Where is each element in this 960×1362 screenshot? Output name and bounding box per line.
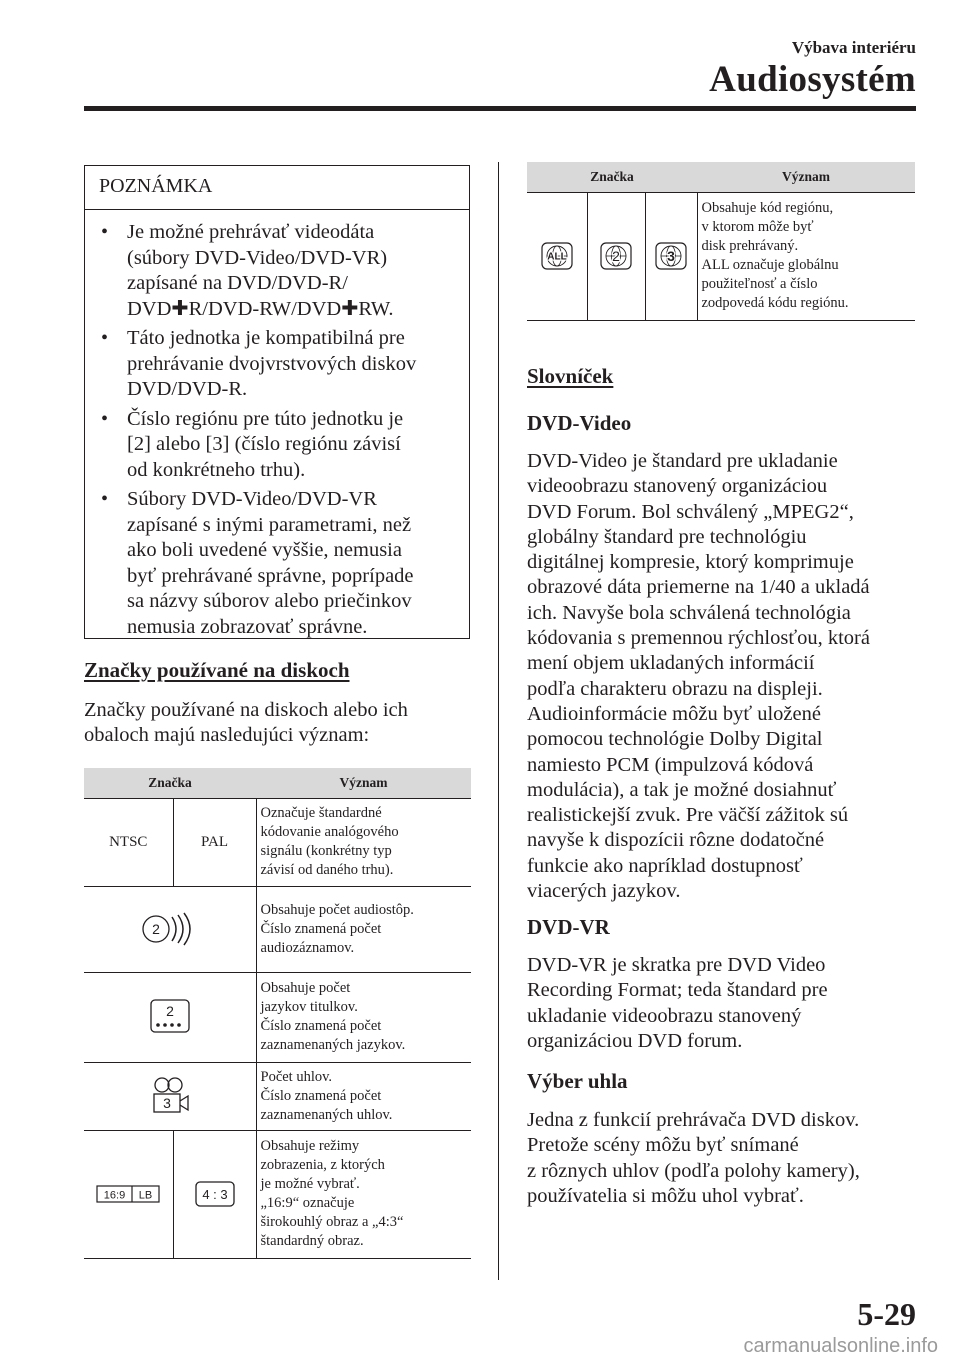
disc-marks-heading: Značky používané na diskoch xyxy=(84,658,350,682)
text-line: sa názvy súborov alebo priečinkov xyxy=(127,590,412,612)
text-line: Je možné prehrávať videodáta xyxy=(127,221,375,243)
camera-angles-icon xyxy=(84,1062,256,1130)
text-line: používatelia si môžu uhol vybrať. xyxy=(527,1184,804,1207)
text-line: ako boli uvedené vyššie, nemusia xyxy=(127,539,402,561)
region-all-icon xyxy=(527,192,587,320)
text-line: Audioinformácie môžu byť uložené xyxy=(527,702,821,725)
note-item xyxy=(99,407,461,484)
text-line: DVD-Video je štandard pre ukladanie xyxy=(527,450,838,472)
table-row xyxy=(84,1062,471,1130)
page-number: 5-29 xyxy=(857,1296,916,1332)
text-line: byť prehrávané správne, poprípade xyxy=(127,564,414,587)
text-line: realistickejší zvuk. Pre väčší zážitok sú xyxy=(527,804,849,827)
svg-text:3: 3 xyxy=(667,248,675,264)
text-line: kódovania s premennou rýchlosťou, ktorá xyxy=(527,627,870,650)
row-description xyxy=(256,972,471,1062)
table-row xyxy=(84,1130,471,1258)
region-code-table xyxy=(527,162,915,321)
text-line: „16:9“ označuje xyxy=(260,1195,355,1211)
text-line: digitálnej kompresie, ktorý komprimuje xyxy=(527,551,854,574)
text-line: Číslo regiónu pre túto jednotku je xyxy=(127,407,404,430)
text-line: DVD✚R/DVD-RW/DVD✚RW. xyxy=(127,297,394,320)
glossary-heading: Slovníček xyxy=(527,364,614,388)
text-line: funkcie ako napríklad dostupnosť xyxy=(527,854,803,877)
disc-marks-intro xyxy=(84,698,484,749)
text-line: audiozáznamov. xyxy=(260,939,355,956)
definition-angle-selection xyxy=(527,1108,927,1209)
note-item xyxy=(99,487,461,640)
col-header-meaning: Význam xyxy=(697,162,915,192)
text-line: videoobrazu stanovený organizáciou xyxy=(527,475,828,498)
note-heading: POZNÁMKA xyxy=(85,166,469,210)
text-line: podľa charakteru obrazu na displeji. xyxy=(527,677,823,700)
text-line: obrazové dáta priemerne na 1/40 a ukladá xyxy=(527,576,870,599)
region-3-icon xyxy=(645,192,697,320)
text-line: závisí od daného trhu). xyxy=(260,862,394,878)
text-line: Pretože scény môžu byť snímané xyxy=(527,1134,799,1157)
term-angle-selection: Výber uhla xyxy=(527,1069,628,1093)
text-line: navyše k dispozícii rôzne dodatočné xyxy=(527,829,825,852)
text-line: mení objem ukladaných informácií xyxy=(527,652,815,675)
svg-text:ALL: ALL xyxy=(547,251,567,263)
text-line: zapísané na DVD/DVD-R/ xyxy=(127,272,348,294)
watermark: carmanualsonline.info xyxy=(743,1335,938,1357)
svg-text:2: 2 xyxy=(165,1003,174,1019)
table-row xyxy=(84,886,471,972)
text-line: štandardný obraz. xyxy=(260,1233,364,1249)
text-line: jazykov titulkov. xyxy=(260,999,358,1015)
mark-pal: PAL xyxy=(173,798,256,886)
disc-marks-table xyxy=(84,768,471,1259)
text-line: nemusia zobrazovať správne. xyxy=(127,615,368,638)
row-description xyxy=(697,192,915,320)
text-line: Číslo znamená počet xyxy=(260,1087,382,1104)
bullet-icon: • xyxy=(101,327,109,349)
text-line: [2] alebo [3] (číslo regiónu závisí xyxy=(127,433,401,455)
text-line: DVD/DVD-R. xyxy=(127,378,248,400)
text-line: prehrávanie dvojvrstvových diskov xyxy=(127,352,417,375)
text-line: modulácia), a tak je možné dosiahnuť xyxy=(527,778,837,801)
page-title: Audiosystém xyxy=(709,59,916,100)
header-rule xyxy=(84,106,916,111)
svg-text:3: 3 xyxy=(162,1095,171,1111)
section-label: Výbava interiéru xyxy=(791,38,916,57)
svg-text:LB: LB xyxy=(139,1189,153,1202)
text-line: Recording Format; teda štandard pre xyxy=(527,979,828,1002)
text-line: DVD Forum. Bol schválený „MPEG2“, xyxy=(527,500,854,523)
text-line: zaznamenaných uhlov. xyxy=(260,1106,393,1123)
text-line: organizáciou DVD forum. xyxy=(527,1029,743,1052)
text-line: kódovanie analógového xyxy=(260,824,399,840)
audio-tracks-icon xyxy=(84,886,256,972)
col-header-mark: Značka xyxy=(84,768,256,798)
note-box xyxy=(84,165,470,639)
row-description xyxy=(256,798,471,886)
svg-text:16:9: 16:9 xyxy=(104,1189,126,1202)
bullet-icon: • xyxy=(101,407,109,430)
text-line: Obsahuje kód regiónu, xyxy=(701,200,834,216)
row-description xyxy=(256,886,471,972)
text-line: globálny štandard pre technológiu xyxy=(527,525,807,548)
text-line: ich. Navyše bola schválená technológia xyxy=(527,601,851,624)
text-line: signálu (konkrétny typ xyxy=(260,843,392,859)
standard-ratio-icon xyxy=(173,1130,256,1258)
text-line: z rôznych uhlov (podľa polohy kamery), xyxy=(527,1159,860,1182)
bullet-icon: • xyxy=(101,221,109,243)
text-line: ALL označuje globálnu xyxy=(701,257,839,273)
text-line: Označuje štandardné xyxy=(260,805,382,821)
text-line: zapísané s inými parametrami, než xyxy=(127,513,412,536)
text-line: je možné vybrať. xyxy=(260,1176,360,1192)
definition-dvd-video xyxy=(527,449,927,904)
term-dvd-video: DVD-Video xyxy=(527,411,632,435)
text-line: zodpovedá kódu regiónu. xyxy=(701,295,849,311)
text-line: disk prehrávaný. xyxy=(701,238,799,254)
text-line: obaloch majú nasledujúci význam: xyxy=(84,724,370,747)
text-line: Číslo znamená počet xyxy=(260,920,382,937)
col-header-meaning: Význam xyxy=(256,768,471,798)
text-line: Jedna z funkcií prehrávača DVD diskov. xyxy=(527,1109,860,1131)
text-line: zobrazenia, z ktorých xyxy=(260,1157,385,1173)
note-list xyxy=(85,210,469,640)
table-row xyxy=(84,798,471,886)
text-line: od konkrétneho trhu). xyxy=(127,458,306,481)
mark-ntsc: NTSC xyxy=(84,798,173,886)
region-2-icon xyxy=(587,192,645,320)
table-row xyxy=(84,972,471,1062)
text-line: viacerých jazykov. xyxy=(527,880,681,903)
svg-text:2: 2 xyxy=(151,921,160,937)
text-line: (súbory DVD-Video/DVD-VR) xyxy=(127,246,388,269)
row-description xyxy=(256,1062,471,1130)
svg-text:2: 2 xyxy=(612,248,620,264)
svg-text:4 : 3: 4 : 3 xyxy=(201,1187,228,1202)
text-line: Táto jednotka je kompatibilná pre xyxy=(127,327,405,349)
text-line: Obsahuje režimy xyxy=(260,1138,360,1154)
bullet-icon: • xyxy=(101,488,109,510)
col-header-mark: Značka xyxy=(527,162,697,192)
text-line: Počet uhlov. xyxy=(260,1068,333,1085)
column-divider xyxy=(498,162,499,1280)
row-description xyxy=(256,1130,471,1258)
aspect-ratio-icon xyxy=(84,1130,173,1258)
text-line: Obsahuje počet audiostôp. xyxy=(260,901,414,918)
subtitle-languages-icon xyxy=(84,972,256,1062)
note-item xyxy=(99,220,461,322)
text-line: použiteľnosť a číslo xyxy=(701,276,818,292)
text-line: Súbory DVD-Video/DVD-VR xyxy=(127,488,377,510)
term-dvd-vr: DVD-VR xyxy=(527,915,610,939)
text-line: DVD-VR je skratka pre DVD Video xyxy=(527,954,826,976)
text-line: pomocou technológie Dolby Digital xyxy=(527,728,823,751)
text-line: Obsahuje počet xyxy=(260,980,351,996)
text-line: zaznamenaných jazykov. xyxy=(260,1037,406,1053)
text-line: širokouhlý obraz a „4:3“ xyxy=(260,1214,404,1230)
text-line: Značky používané na diskoch alebo ich xyxy=(84,699,408,721)
text-line: namiesto PCM (impulzová kódová xyxy=(527,753,814,776)
text-line: v ktorom môže byť xyxy=(701,219,814,235)
note-item xyxy=(99,326,461,403)
text-line: Číslo znamená počet xyxy=(260,1018,382,1034)
table-row xyxy=(527,192,915,320)
definition-dvd-vr xyxy=(527,953,927,1054)
text-line: ukladanie videoobrazu stanovený xyxy=(527,1004,802,1027)
